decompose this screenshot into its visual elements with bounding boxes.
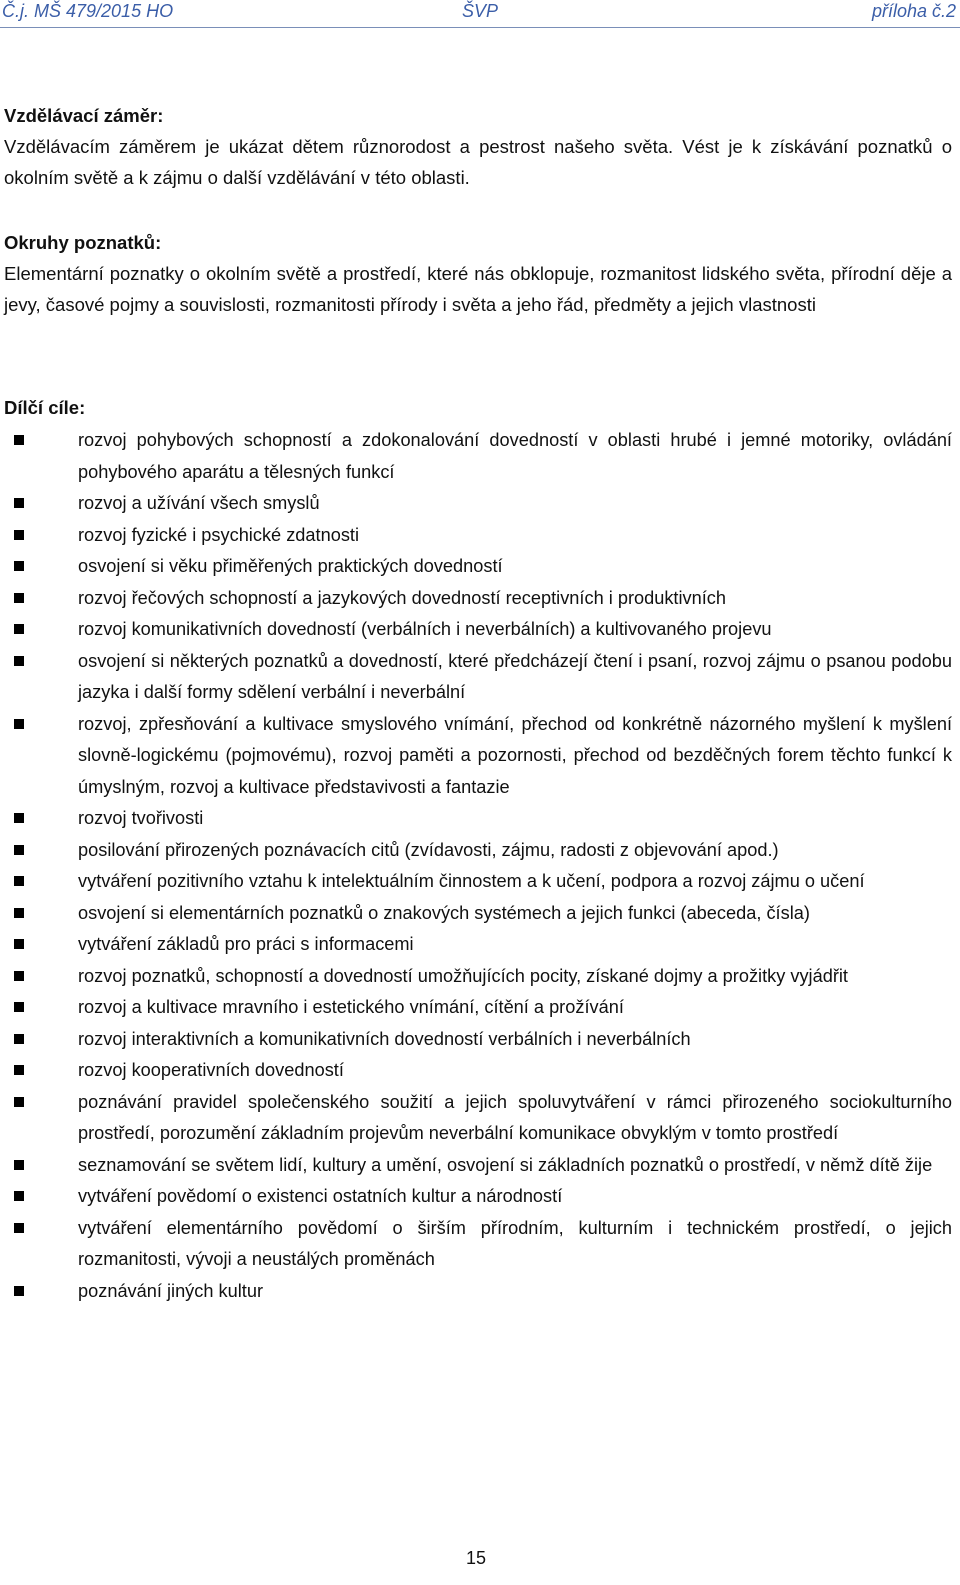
list-item-text: rozvoj a užívání všech smyslů	[78, 493, 320, 513]
list-item-text: rozvoj, zpřesňování a kultivace smyslového vnímání, přechod od konkrétně názorného myšlení k myšlení slovně-logickému (pojmovému), rozvoj paměti a pozornosti, přechod od bezděčných forem těchto funkcí k úmyslným, rozvoj a kultivace představivosti a fantazie	[78, 713, 952, 797]
list-item-text: poznávání pravidel společenského soužití a jejich spoluvytváření v rámci přirozeného sociokulturního prostředí, porozumění základním projevům neverbální komunikace obvyklým v tomto prostředí	[78, 1091, 952, 1143]
list-item-text: osvojení si některých poznatků a dovedností, které předcházejí čtení i psaní, rozvoj zájmu o psanou podobu jazyka i další formy sdělení verbální i neverbální	[78, 650, 952, 702]
square-bullet-icon	[14, 1191, 24, 1201]
list-item-text: rozvoj fyzické i psychické zdatnosti	[78, 524, 360, 545]
square-bullet-icon	[14, 1160, 24, 1170]
list-item-text: seznamování se světem lidí, kultury a umění, osvojení si základních poznatků o prostředí, v němž dítě žije	[78, 1154, 933, 1175]
list-item	[4, 1150, 952, 1182]
list-item	[4, 1024, 952, 1056]
list-item	[4, 709, 952, 804]
list-item	[4, 520, 952, 552]
square-bullet-icon	[14, 719, 24, 729]
list-item-text: vytváření elementárního povědomí o širším přírodním, kulturním i technickém prostředí, o jejich rozmanitosti, vývoji a neustálých proměnách	[78, 1217, 952, 1269]
list-item	[4, 992, 952, 1024]
list-item-text: rozvoj tvořivosti	[78, 808, 204, 828]
square-bullet-icon	[14, 1034, 24, 1044]
list-item-text: rozvoj poznatků, schopností a dovedností umožňujících pocity, získané dojmy a prožitky vyjádřit	[78, 965, 848, 986]
list-item	[4, 835, 952, 867]
list-item	[4, 614, 952, 646]
section-paragraph: Elementární poznatky o okolním světě a prostředí, které nás obklopuje, rozmanitost lidského světa, přírodní děje a jevy, časové pojmy a souvislosti, rozmanitosti přírody i světa a jeho řád, předměty a jejich vlastnosti	[4, 263, 952, 315]
square-bullet-icon	[14, 656, 24, 666]
section-partial-goals	[4, 393, 952, 423]
square-bullet-icon	[14, 624, 24, 634]
square-bullet-icon	[14, 971, 24, 981]
list-item	[4, 1055, 952, 1087]
list-item	[4, 898, 952, 930]
square-bullet-icon	[14, 876, 24, 886]
section-paragraph: Vzdělávacím záměrem je ukázat dětem různorodost a pestrost našeho světa. Vést je k získávání poznatků o okolním světě a k zájmu o další vzdělávání v této oblasti.	[4, 136, 952, 188]
list-item-text: rozvoj interaktivních a komunikativních dovedností verbálních i neverbálních	[78, 1028, 691, 1049]
list-item	[4, 1087, 952, 1150]
list-item-text: osvojení si elementárních poznatků o znakových systémech a jejich funkci (abeceda, čísla)	[78, 902, 810, 923]
list-item-text: rozvoj komunikativních dovedností (verbálních i neverbálních) a kultivovaného projevu	[78, 619, 772, 639]
list-item-text: vytváření základů pro práci s informacemi	[78, 934, 414, 954]
square-bullet-icon	[14, 1002, 24, 1012]
list-item	[4, 929, 952, 961]
section-knowledge-areas	[4, 228, 952, 320]
list-item	[4, 961, 952, 993]
square-bullet-icon	[14, 1286, 24, 1296]
list-item	[4, 551, 952, 583]
square-bullet-icon	[14, 908, 24, 918]
header-divider	[0, 27, 960, 28]
list-item-text: rozvoj pohybových schopností a zdokonalování dovedností v oblasti hrubé i jemné motoriky, ovládání pohybového aparátu a tělesných funkcí	[78, 430, 952, 482]
square-bullet-icon	[14, 561, 24, 571]
list-item	[4, 425, 952, 488]
square-bullet-icon	[14, 1097, 24, 1107]
square-bullet-icon	[14, 1065, 24, 1075]
list-item-text: vytváření pozitivního vztahu k intelektuálním činnostem a k učení, podpora a rozvoj zájmu o učení	[78, 871, 865, 891]
list-item-text: rozvoj a kultivace mravního i estetického vnímání, cítění a prožívání	[78, 997, 624, 1017]
list-item-text: osvojení si věku přiměřených praktických dovedností	[78, 556, 503, 576]
goals-list	[4, 425, 952, 1307]
square-bullet-icon	[14, 845, 24, 855]
list-item	[4, 646, 952, 709]
list-item	[4, 583, 952, 615]
list-item-text: rozvoj kooperativních dovedností	[78, 1060, 344, 1080]
list-item	[4, 866, 952, 898]
square-bullet-icon	[14, 939, 24, 949]
square-bullet-icon	[14, 435, 24, 445]
header-reference: Č.j. MŠ 479/2015 HO	[2, 1, 174, 21]
section-heading: Okruhy poznatků:	[4, 232, 162, 253]
page-header	[0, 0, 960, 30]
square-bullet-icon	[14, 813, 24, 823]
header-attachment: příloha č.2	[871, 1, 956, 21]
list-item	[4, 1181, 952, 1213]
section-educational-aim	[4, 101, 952, 193]
square-bullet-icon	[14, 593, 24, 603]
header-title: ŠVP	[462, 1, 499, 21]
list-item	[4, 488, 952, 520]
list-item	[4, 1276, 952, 1308]
list-item-text: posilování přirozených poznávacích citů (zvídavosti, zájmu, radosti z objevování apod.)	[78, 839, 779, 860]
list-item	[4, 803, 952, 835]
square-bullet-icon	[14, 530, 24, 540]
list-item	[4, 1213, 952, 1276]
section-heading: Dílčí cíle:	[4, 397, 86, 418]
square-bullet-icon	[14, 498, 24, 508]
section-heading: Vzdělávací záměr:	[4, 105, 164, 126]
list-item-text: poznávání jiných kultur	[78, 1280, 264, 1301]
square-bullet-icon	[14, 1223, 24, 1233]
list-item-text: vytváření povědomí o existenci ostatních kultur a národností	[78, 1186, 563, 1206]
page-number: 15	[465, 1548, 487, 1568]
list-item-text: rozvoj řečových schopností a jazykových dovedností receptivních i produktivních	[78, 587, 727, 608]
